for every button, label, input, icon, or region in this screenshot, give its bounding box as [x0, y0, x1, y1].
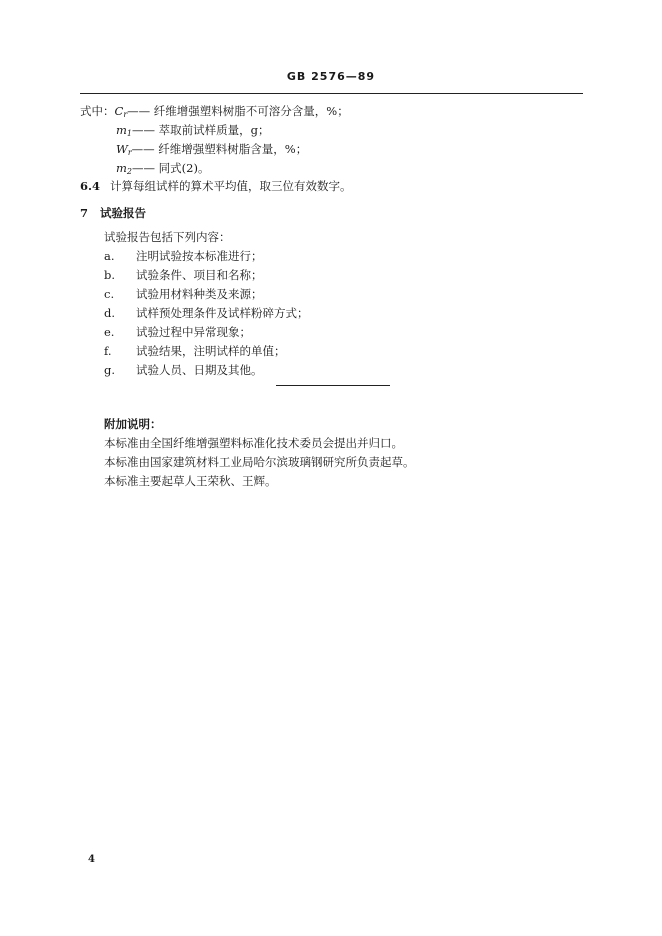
list-item — [104, 286, 263, 302]
item-letter: d. — [104, 306, 116, 320]
list-item — [104, 324, 251, 340]
symbol-subscript: 2 — [126, 167, 132, 176]
additional-note-line: 本标准由全国纤维增强塑料标准化技术委员会提出并归口。 — [104, 436, 403, 450]
item-letter: b. — [104, 268, 116, 282]
item-letter: e. — [104, 325, 115, 339]
clause-number: 6.4 — [80, 179, 101, 193]
section-number: 7 — [80, 206, 89, 220]
symbol: C — [114, 104, 124, 118]
symbol: m — [116, 123, 127, 137]
end-rule — [276, 385, 390, 386]
formula-legend-row-1 — [80, 103, 349, 123]
item-text: 试验过程中异常现象； — [136, 325, 251, 339]
symbol-description: —— 纤维增强塑料树脂不可溶分含量，%； — [127, 104, 349, 118]
additional-note-line: 本标准主要起草人王荣秋、王辉。 — [104, 474, 277, 488]
symbol-subscript: r — [123, 110, 128, 119]
where-prefix: 式中： — [80, 104, 115, 118]
clause-6-4 — [80, 178, 352, 194]
section-7-heading — [80, 205, 146, 221]
symbol-description: —— 同式(2)。 — [132, 161, 210, 175]
symbol: m — [116, 161, 127, 175]
section-title: 试验报告 — [100, 206, 146, 220]
list-item — [104, 362, 263, 378]
list-item — [104, 343, 286, 359]
standard-code: GB 2576—89 — [286, 70, 376, 83]
additional-notes-title: 附加说明： — [104, 417, 162, 431]
formula-legend-row-2 — [116, 122, 270, 142]
symbol-description: —— 纤维增强塑料树脂含量，%； — [131, 142, 308, 156]
symbol-subscript: 1 — [126, 129, 132, 138]
item-text: 注明试验按本标准进行； — [136, 249, 263, 263]
formula-legend-row-4 — [116, 160, 209, 180]
item-text: 试验结果，注明试样的单值； — [136, 344, 286, 358]
item-text: 试验用材料种类及来源； — [136, 287, 263, 301]
item-letter: a. — [104, 249, 115, 263]
list-item — [104, 267, 263, 283]
formula-legend-row-3 — [116, 141, 307, 161]
item-text: 试验人员、日期及其他。 — [136, 363, 263, 377]
item-text: 试样预处理条件及试样粉碎方式； — [136, 306, 309, 320]
section-7-intro: 试验报告包括下列内容： — [104, 230, 231, 244]
symbol: W — [116, 142, 128, 156]
additional-note-line: 本标准由国家建筑材料工业局哈尔滨玻璃钢研究所负责起草。 — [104, 455, 415, 469]
list-item — [104, 248, 263, 264]
clause-text: 计算每组试样的算术平均值，取三位有效数字。 — [110, 179, 352, 193]
item-letter: f. — [104, 344, 112, 358]
symbol-subscript: r — [127, 148, 132, 157]
symbol-description: —— 萃取前试样质量，g； — [132, 123, 270, 137]
page-number: 4 — [88, 854, 95, 865]
item-text: 试验条件、项目和名称； — [136, 268, 263, 282]
item-letter: g. — [104, 363, 116, 377]
item-letter: c. — [104, 287, 115, 301]
header-rule — [80, 93, 583, 94]
list-item — [104, 305, 309, 321]
